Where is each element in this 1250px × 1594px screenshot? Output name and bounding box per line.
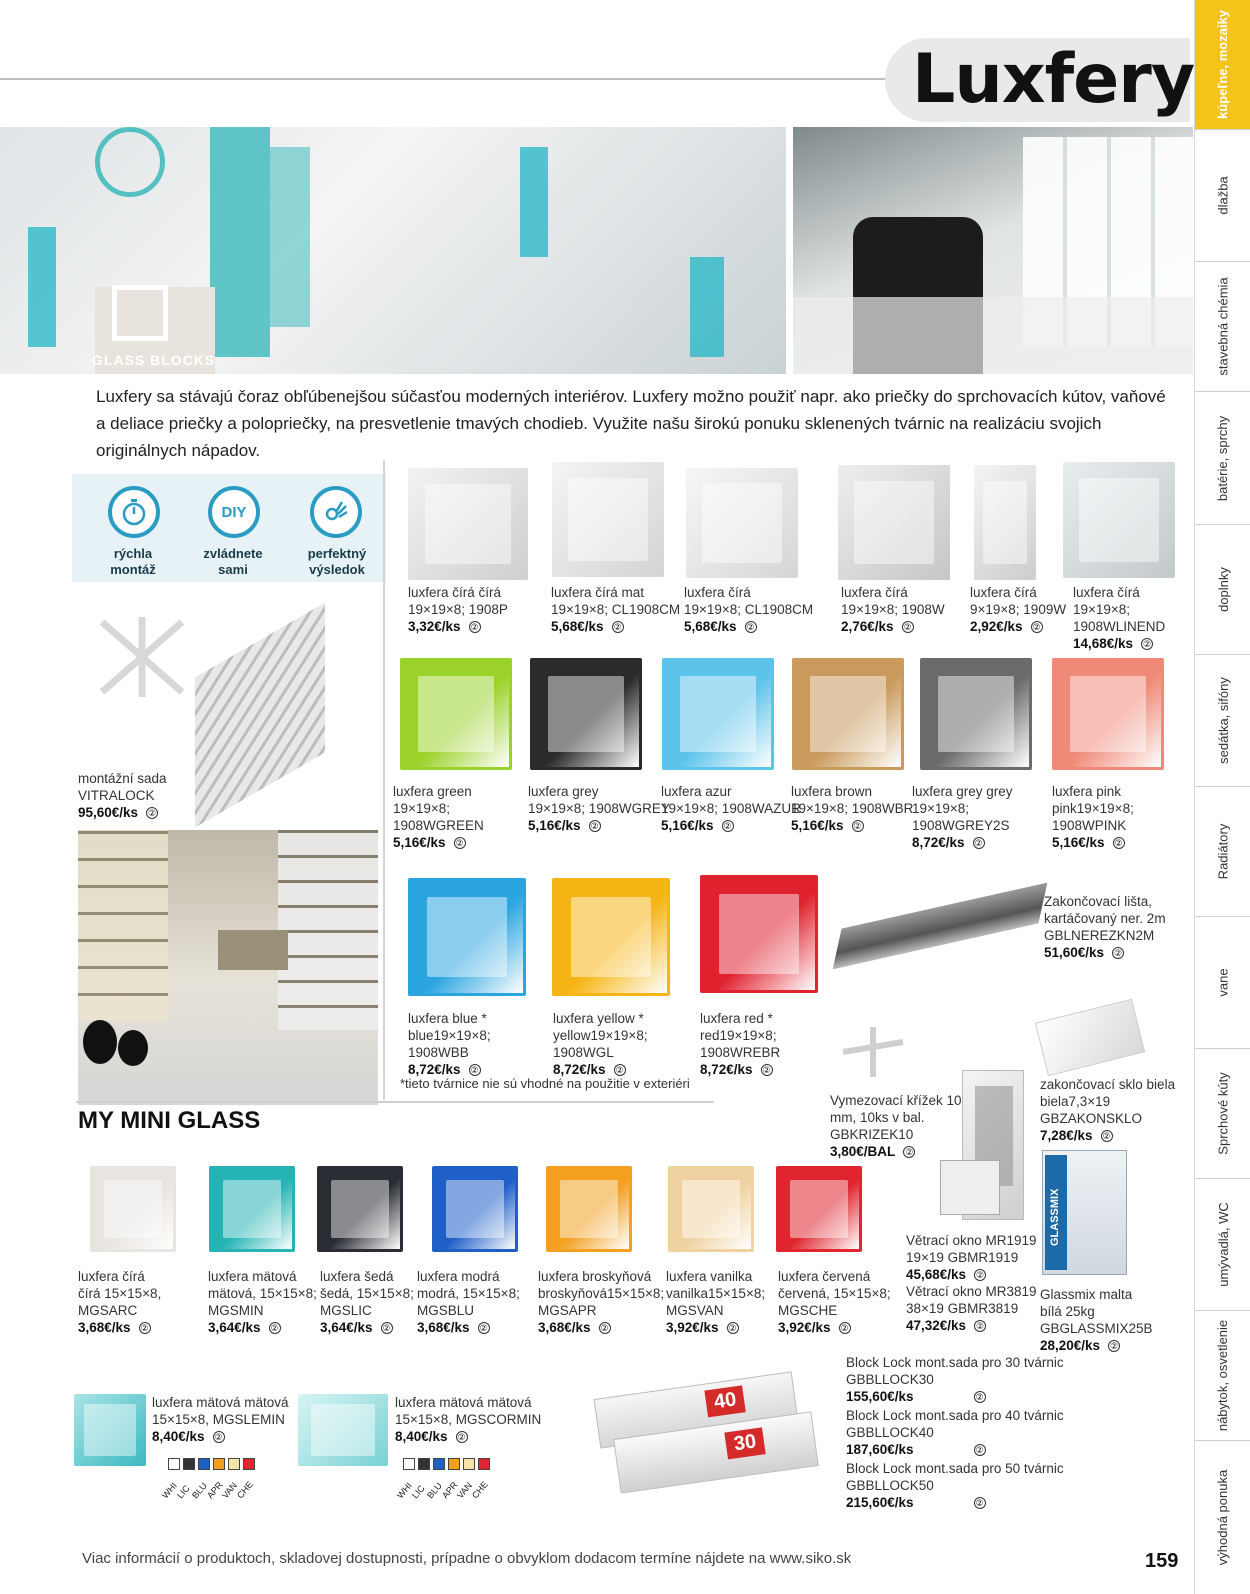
- stopwatch-icon: [108, 486, 160, 538]
- info-icon: ②: [270, 1323, 279, 1333]
- tab-nabytok-osvetlenie[interactable]: nábytok, osvetlenie: [1195, 1311, 1250, 1441]
- info-icon: ②: [1114, 948, 1123, 958]
- green-block-image: [400, 658, 512, 770]
- mini-mint-corner-image: [298, 1394, 388, 1466]
- product-vitralock: montážní sada VITRALOCK 95,60€/ks ②: [78, 771, 167, 820]
- feature-result-label: perfektný výsledok: [307, 546, 367, 577]
- product-GBZAKONSKLO: zakončovací sklo biela biela7,3×19 GBZAKONSKLO 7,28€/ks ②: [1040, 1077, 1176, 1143]
- info-icon: ②: [470, 622, 479, 632]
- product-MGSCORMIN: luxfera mätová mätová 15×15×8, MGSCORMIN 8,40€/ks ②: [395, 1395, 542, 1444]
- mini-mint-end-image: [74, 1394, 146, 1466]
- product-1908WGREY2S: luxfera grey grey 19×19×8; 1908WGREY2S 8,72€/ks ②: [912, 784, 1013, 850]
- product-MGSARC: luxfera čírá čírá 15×15×8, MGSARC 3,68€/ks ②: [78, 1269, 162, 1335]
- column-divider: [383, 460, 385, 1100]
- brown-block-image: [792, 658, 904, 770]
- info-icon: ②: [470, 1065, 479, 1075]
- info-icon: ②: [762, 1065, 771, 1075]
- product-MGSBLU: luxfera modrá modrá, 15×15×8; MGSBLU 3,68€/ks ②: [417, 1269, 520, 1335]
- blocklock-boxes-image: [596, 1385, 821, 1485]
- tab-kupelne[interactable]: kúpeľne, mozaiky: [1195, 0, 1250, 130]
- mini-red-image: [776, 1166, 862, 1252]
- info-icon: ②: [974, 838, 983, 848]
- info-icon: ②: [723, 821, 732, 831]
- vitralock-rail-image: [195, 602, 325, 827]
- info-icon: ②: [1110, 1341, 1119, 1351]
- clear-block-image: [552, 462, 664, 577]
- product-GBBLLOCK50: Block Lock mont.sada pro 50 tvárnic GBBLLOCK50 215,60€/ks ②: [846, 1461, 1064, 1510]
- finishing-glass-image: [1035, 999, 1145, 1077]
- product-CL1908CM-mat: luxfera čírá mat 19×19×8; CL1908CM 5,68€/ks ②: [551, 585, 681, 634]
- info-icon: ②: [728, 1323, 737, 1333]
- tab-doplnky[interactable]: doplnky: [1195, 525, 1250, 655]
- color-swatches: [168, 1457, 258, 1475]
- title-rule: [0, 78, 895, 80]
- footer-text: Viac informácií o produktoch, skladovej dostupnosti, prípadne o obvyklom dodacom termíne nájdete na www.siko.sk: [82, 1550, 852, 1567]
- tab-umyvadla-wc[interactable]: umývadlá, WC: [1195, 1179, 1250, 1311]
- clear-block-image: [408, 468, 528, 580]
- info-icon: ②: [975, 1498, 984, 1508]
- info-icon: ②: [903, 622, 912, 632]
- product-1908WAZUR: luxfera azur 19×19×8; 1908WAZUR 5,16€/ks ②: [661, 784, 801, 833]
- info-icon: ②: [457, 1432, 466, 1442]
- red-block-image: [700, 875, 818, 993]
- swatch-labels: WHI LIC BLU APR VAN CHE: [160, 1479, 255, 1501]
- vent-window-small-image: [940, 1160, 1000, 1215]
- info-icon: ②: [140, 1323, 149, 1333]
- tab-sedatka-sifony[interactable]: sedátka, sifóny: [1195, 655, 1250, 787]
- grey-grey-block-image: [920, 658, 1032, 770]
- product-MGSLEMIN: luxfera mätová mätová 15×15×8, MGSLEMIN 8,40€/ks ②: [152, 1395, 289, 1444]
- product-1908W: luxfera čírá 19×19×8; 1908W 2,76€/ks ②: [841, 585, 945, 634]
- tab-baterie-sprchy[interactable]: batérie, sprchy: [1195, 392, 1250, 525]
- info-icon: ②: [1114, 838, 1123, 848]
- tab-stavebna-chemia[interactable]: stavebná chémia: [1195, 262, 1250, 392]
- product-1908WBR: luxfera brown 19×19×8; 1908WBR 5,16€/ks ②: [791, 784, 914, 833]
- feature-fast: [108, 486, 160, 538]
- feature-fast-label: rýchla montáž: [110, 546, 156, 577]
- tab-vane[interactable]: vane: [1195, 917, 1250, 1049]
- info-icon: ②: [613, 622, 622, 632]
- box-30-label: 30: [724, 1427, 766, 1459]
- product-GBKRIZEK10: Vymezovací křížek 10 mm, 10ks v bal. GBKRIZEK10 3,80€/BAL ②: [830, 1093, 962, 1159]
- product-MGSAPR: luxfera broskyňová broskyňová15×15×8; MGSAPR 3,68€/ks ②: [538, 1269, 665, 1335]
- mini-grey-image: [317, 1166, 403, 1252]
- exterior-note: *tieto tvárnice nie sú vhodné na použitie v exteriéri: [400, 1076, 690, 1091]
- product-1908P: luxfera čírá čírá 19×19×8; 1908P 3,32€/ks ②: [408, 585, 508, 634]
- glassmix-bag-image: [1042, 1150, 1127, 1275]
- product-1908WGREEN: luxfera green 19×19×8; 1908WGREEN 5,16€/ks ②: [393, 784, 484, 850]
- tab-vyhodna-ponuka[interactable]: výhodná ponuka: [1215, 1469, 1231, 1566]
- mini-clear-image: [90, 1166, 176, 1252]
- grey-block-image: [530, 658, 642, 770]
- info-icon: ②: [382, 1323, 391, 1333]
- info-icon: ②: [1032, 622, 1041, 632]
- interior-photo: [78, 830, 378, 1105]
- product-1908WLINEND: luxfera čírá 19×19×8; 1908WLINEND 14,68€/ks ②: [1073, 585, 1166, 651]
- category-sidebar: [1194, 0, 1250, 1594]
- tab-sprchove-kuty[interactable]: Sprchové kúty: [1195, 1049, 1250, 1179]
- info-icon: ②: [615, 1065, 624, 1075]
- azur-block-image: [662, 658, 774, 770]
- clear-block-image: [686, 468, 798, 578]
- mini-mint-image: [209, 1166, 295, 1252]
- page-title: Luxfery: [912, 40, 1195, 119]
- finishing-strip-image: [833, 883, 1048, 970]
- tab-dlazba[interactable]: dlažba: [1195, 130, 1250, 262]
- info-icon: ②: [746, 622, 755, 632]
- product-vent-windows: Větrací okno MR1919 19×19 GBMR1919 45,68€/ks ② Větrací okno MR3819 38×19 GBMR3819 47,32€/ks ②: [906, 1233, 1037, 1333]
- product-GBBLLOCK40: Block Lock mont.sada pro 40 tvárnic GBBLLOCK40 187,60€/ks ②: [846, 1408, 1064, 1457]
- product-GBLNEREZKN2M: Zakončovací lišta, kartáčovaný ner. 2m GBLNEREZKN2M 51,60€/ks ②: [1044, 894, 1166, 960]
- info-icon: ②: [600, 1323, 609, 1333]
- product-MGSLIC: luxfera šedá šedá, 15×15×8; MGSLIC 3,64€/ks ②: [320, 1269, 414, 1335]
- product-MGSCHE: luxfera červená červená, 15×15×8; MGSCHE 3,92€/ks ②: [778, 1269, 891, 1335]
- info-icon: ②: [1143, 639, 1152, 649]
- diy-icon: DIY: [208, 486, 260, 538]
- info-icon: ②: [214, 1432, 223, 1442]
- info-icon: ②: [455, 838, 464, 848]
- intro-text: Luxfery sa stávajú čoraz obľúbenejšou súčasťou moderných interiérov. Luxfery možno použiť napr. ako priečky do sprchovacích kútov, vaňové a deliace priečky a polopriečky, na presvetlenie tmavých chodieb. Využite našu širokú ponuku sklenených tvárnic na realizáciu svojich originálnych nápadov.: [96, 387, 1166, 460]
- product-1908WREBR: luxfera red * red19×19×8; 1908WREBR 8,72€/ks ②: [700, 1011, 781, 1077]
- swatch-labels: WHI LIC BLU APR VAN CHE: [395, 1479, 490, 1501]
- glass-blocks-badge: GLASS BLOCKS: [92, 352, 216, 368]
- product-GBBLLOCK30: Block Lock mont.sada pro 30 tvárnic GBBLLOCK30 155,60€/ks ②: [846, 1355, 1064, 1404]
- info-icon: ②: [148, 808, 157, 818]
- feature-diy-label: zvládnete sami: [203, 546, 263, 577]
- product-1908WPINK: luxfera pink pink19×19×8; 1908WPINK 5,16€/ks ②: [1052, 784, 1134, 850]
- clear-block-image: [838, 465, 950, 580]
- page-number: 159: [1145, 1550, 1179, 1572]
- info-icon: ②: [840, 1323, 849, 1333]
- mini-vanilla-image: [668, 1166, 754, 1252]
- mini-glass-heading: MY MINI GLASS: [78, 1107, 261, 1134]
- product-1908WGREY: luxfera grey 19×19×8; 1908WGREY 5,16€/ks ②: [528, 784, 670, 833]
- clear-block-image: [974, 465, 1036, 580]
- pink-block-image: [1052, 658, 1164, 770]
- info-icon: ②: [975, 1445, 984, 1455]
- product-MGSVAN: luxfera vanilka vanilka15×15×8; MGSVAN 3,92€/ks ②: [666, 1269, 766, 1335]
- glass-blocks-logo: [112, 285, 168, 341]
- glassmix-brand: GLASSMIX: [1049, 1188, 1061, 1246]
- product-1909W: luxfera čírá 9×19×8; 1909W 2,92€/ks ②: [970, 585, 1067, 634]
- ok-hand-icon: [310, 486, 362, 538]
- product-1908WBB: luxfera blue * blue19×19×8; 1908WBB 8,72€/ks ②: [408, 1011, 491, 1077]
- info-icon: ②: [976, 1270, 985, 1280]
- mini-apricot-image: [546, 1166, 632, 1252]
- blue-block-image: [408, 878, 526, 996]
- info-icon: ②: [1102, 1131, 1111, 1141]
- product-MGSMIN: luxfera mätová mätová, 15×15×8; MGSMIN 3,64€/ks ②: [208, 1269, 317, 1335]
- spacer-cross-small-image: [838, 1022, 908, 1082]
- color-swatches: [403, 1457, 493, 1475]
- info-icon: ②: [853, 821, 862, 831]
- info-icon: ②: [479, 1323, 488, 1333]
- product-1908WGL: luxfera yellow * yellow19×19×8; 1908WGL 8,72€/ks ②: [553, 1011, 648, 1077]
- bathtub-photo: [793, 127, 1193, 374]
- box-40-label: 40: [704, 1385, 746, 1417]
- product-CL1908CM: luxfera čírá 19×19×8; CL1908CM 5,68€/ks ②: [684, 585, 814, 634]
- section-divider: [76, 1101, 714, 1103]
- mini-blue-image: [432, 1166, 518, 1252]
- product-GBGLASSMIX25B: Glassmix malta bílá 25kg GBGLASSMIX25B 28,20€/ks ②: [1040, 1287, 1153, 1353]
- info-icon: ②: [905, 1147, 914, 1157]
- info-icon: ②: [976, 1321, 985, 1331]
- info-icon: ②: [590, 821, 599, 831]
- info-icon: ②: [975, 1392, 984, 1402]
- spacer-cross-image: [92, 612, 192, 702]
- clear-block-image: [1063, 462, 1175, 578]
- tab-radiatory[interactable]: Radiátory: [1195, 787, 1250, 917]
- yellow-block-image: [552, 878, 670, 996]
